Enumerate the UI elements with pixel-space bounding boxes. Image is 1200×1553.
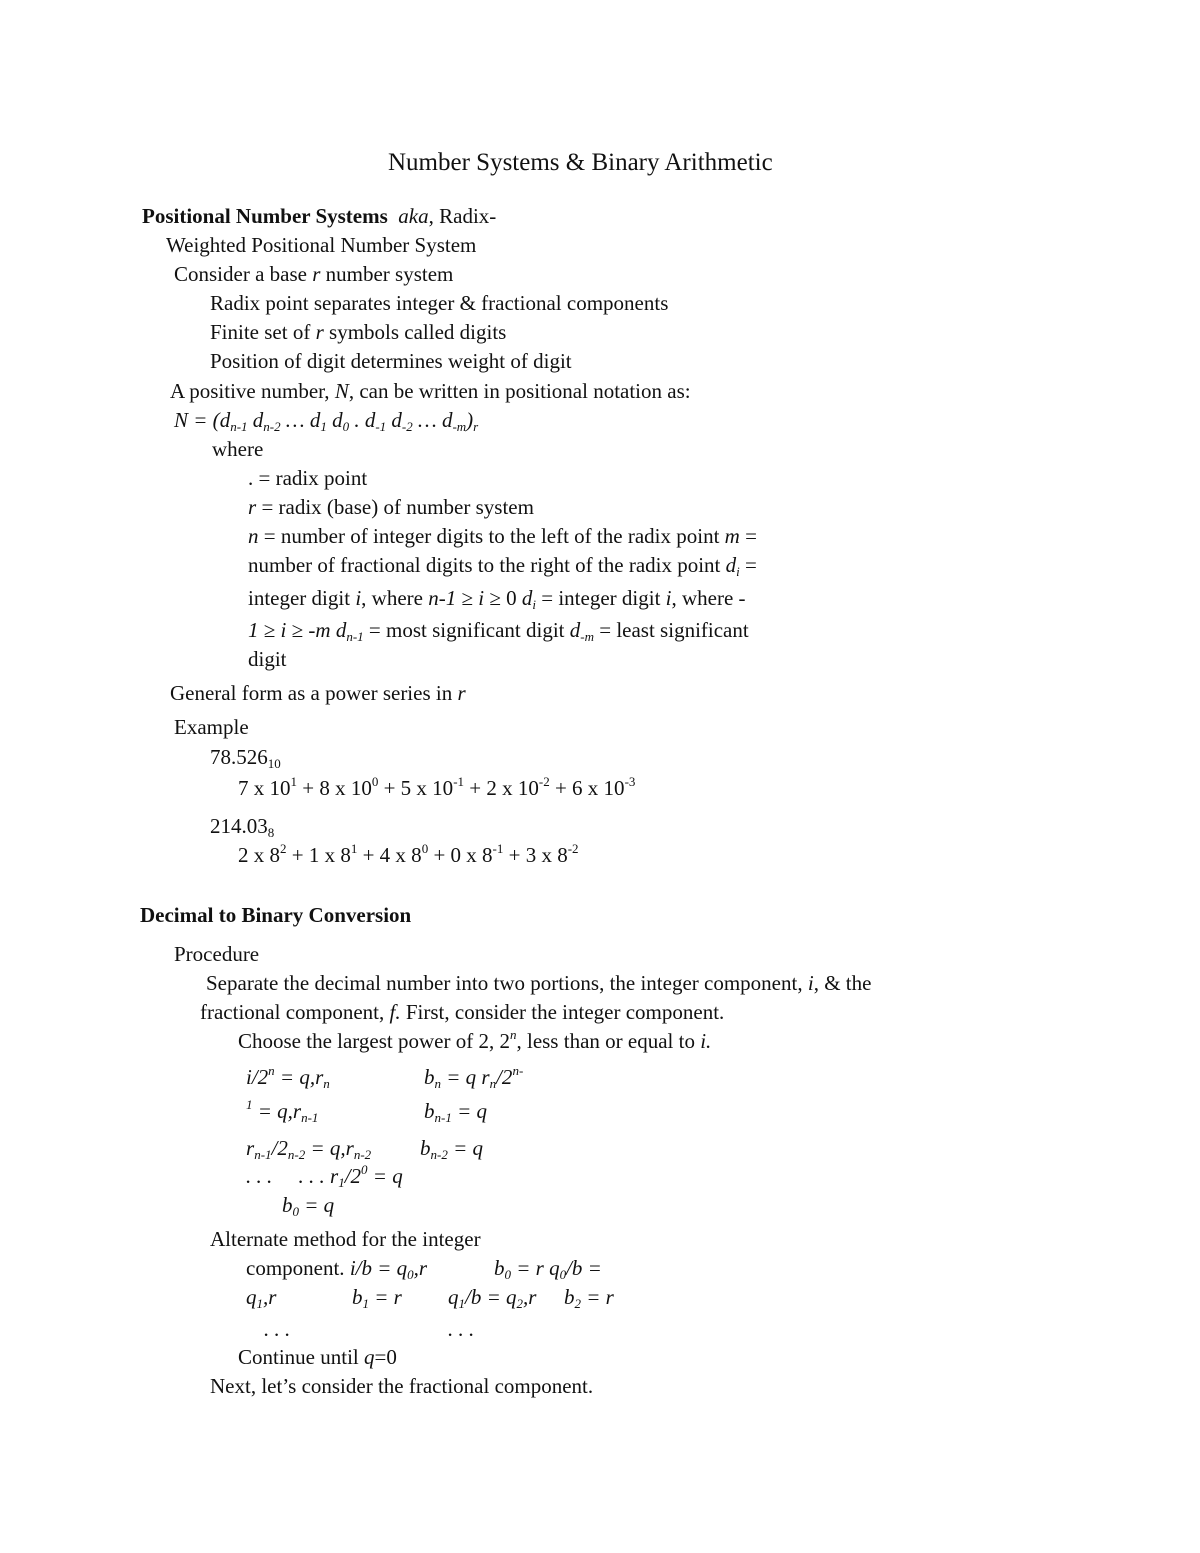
t: ≥ [258, 618, 281, 642]
t: b [424, 1065, 435, 1089]
formula-row-3-right [420, 1135, 483, 1161]
line-positive-number [170, 378, 691, 404]
t: n-1 [428, 586, 457, 610]
line-general-form [170, 680, 466, 706]
t: 0 [559, 1267, 567, 1282]
t: , less than or equal to [516, 1029, 701, 1053]
t: d [725, 553, 737, 577]
t: i [532, 597, 536, 612]
t: d [521, 586, 533, 610]
t: n-1 [230, 419, 248, 434]
line-procedure: Procedure [174, 942, 260, 966]
t: -m [580, 629, 594, 644]
formula-row-2-right [424, 1098, 487, 1124]
t: ≥ - [286, 618, 316, 642]
t: q [246, 1285, 257, 1309]
t: f. [389, 1000, 401, 1024]
t: … [412, 408, 442, 432]
t: b [494, 1256, 505, 1280]
t: = most significant digit [363, 618, 570, 642]
t: = q,r [305, 1136, 354, 1160]
t: i [478, 586, 485, 610]
t: 1 [362, 1296, 369, 1311]
example-1-number [210, 744, 281, 770]
t: -2 [538, 774, 550, 789]
t: . . . r [298, 1164, 339, 1188]
text: number system [320, 262, 454, 286]
t: 1 [290, 774, 297, 789]
t: = q,r [274, 1065, 324, 1089]
t: General form as a power series in [170, 681, 458, 705]
text: , can be written in positional notation as: [348, 379, 691, 403]
t: n [509, 1027, 517, 1042]
t: q [448, 1285, 459, 1309]
t: q [364, 1345, 375, 1369]
t: -1 [492, 841, 504, 856]
t: b [420, 1136, 431, 1160]
text: A positive number, [170, 379, 335, 403]
t: n-2 [263, 419, 281, 434]
var-r: r [315, 320, 324, 344]
example-1-expansion [238, 775, 635, 801]
t: , where [361, 586, 429, 610]
t: First, consider the integer component. [400, 1000, 725, 1024]
t: , & the [813, 971, 872, 995]
t: = q [451, 1099, 488, 1123]
t: . . . [448, 1317, 475, 1341]
t: -m [452, 419, 467, 434]
t: /b = q [465, 1285, 517, 1309]
t: m [724, 524, 740, 548]
t: -3 [624, 774, 636, 789]
t: i [807, 971, 814, 995]
t: d [569, 618, 581, 642]
text: Finite set of [210, 320, 316, 344]
t: 8 [267, 825, 275, 840]
t: /2 [344, 1164, 362, 1188]
line-m-def [248, 552, 757, 578]
alt-row-3-b [352, 1284, 402, 1310]
t: i/b = q [349, 1256, 408, 1280]
line-radix-point-def: . = radix point [248, 466, 368, 490]
page-title: Number Systems & Binary Arithmetic [388, 149, 773, 176]
t: 2 [516, 1296, 524, 1311]
t: ≥ [456, 586, 479, 610]
t: + 5 x 10 [378, 776, 454, 800]
t: + 4 x 8 [357, 843, 422, 867]
t: ,r [263, 1285, 277, 1309]
line-digit-def [248, 585, 746, 611]
t: 1 [246, 1097, 253, 1112]
t: 1 [248, 618, 259, 642]
t: = least significant [593, 618, 749, 642]
t: + 8 x 10 [297, 776, 372, 800]
t: = r q [511, 1256, 560, 1280]
line-alternate-method: Alternate method for the integer [210, 1227, 481, 1251]
t: r [457, 681, 466, 705]
line-weighted: Weighted Positional Number System [166, 233, 477, 257]
aka-text: aka [398, 204, 429, 228]
t: d [309, 408, 321, 432]
var-N: N [334, 379, 349, 403]
heading-text: Positional Number Systems [142, 204, 388, 228]
t: n-2 [287, 1147, 306, 1162]
t: r [473, 419, 479, 434]
line-radix-def [248, 494, 534, 520]
t: i [355, 586, 362, 610]
section-heading-decimal-binary: Decimal to Binary Conversion [140, 903, 412, 927]
t: i [280, 618, 287, 642]
t: d [364, 408, 376, 432]
line-position-digit: Position of digit determines weight of digit [210, 349, 572, 373]
t: , where - [671, 586, 746, 610]
text: Consider a base [174, 262, 313, 286]
t: Separate the decimal number into two portions, the integer component, [206, 971, 808, 995]
line-example: Example [174, 715, 249, 739]
line-finite-set [210, 319, 506, 345]
t: m d [315, 618, 347, 642]
t: 0 [371, 774, 379, 789]
t: 0 [421, 841, 429, 856]
t: 214.03 [210, 814, 268, 838]
line-alternate-component-right [494, 1255, 602, 1281]
t: = number of integer digits to the left of the radix point [258, 524, 725, 548]
t: i/2 [246, 1065, 269, 1089]
t: 2 [574, 1296, 581, 1311]
alt-row-3-c [448, 1284, 536, 1310]
line-separate [206, 970, 871, 996]
t: number of fractional digits to the right of the radix point [248, 553, 726, 577]
formula-positional-notation [174, 407, 478, 433]
t: -1 [453, 774, 465, 789]
t: n [434, 1076, 441, 1091]
t: integer digit [248, 586, 356, 610]
t: 1 [458, 1296, 465, 1311]
text: = radix (base) of number system [256, 495, 534, 519]
t: + 6 x 10 [549, 776, 625, 800]
t: 1 [338, 1175, 345, 1190]
t: . . . [264, 1317, 291, 1341]
t: b [352, 1285, 363, 1309]
t: n-2 [353, 1147, 372, 1162]
t: /2 [271, 1136, 288, 1160]
t: i [736, 564, 740, 579]
t: n-1 [434, 1110, 452, 1125]
t: 10 [267, 756, 281, 771]
t: d [219, 408, 231, 432]
t: ,r [523, 1285, 537, 1309]
formula-row-4 [246, 1163, 403, 1189]
t: n [248, 524, 259, 548]
t: 2 [280, 841, 287, 856]
var-r: r [248, 495, 257, 519]
t: = q [367, 1164, 403, 1188]
t: = r [369, 1285, 402, 1309]
t: d [247, 408, 264, 432]
t: ≥ 0 [484, 586, 522, 610]
t: 7 x 10 [238, 776, 291, 800]
t: + 0 x 8 [428, 843, 493, 867]
t: 0 [292, 1204, 299, 1219]
t: . [349, 408, 365, 432]
t: + 2 x 10 [464, 776, 539, 800]
alt-row-3-d [564, 1284, 614, 1310]
t: fractional component, [200, 1000, 390, 1024]
line-choose-power [238, 1028, 711, 1054]
t: … [280, 408, 310, 432]
t: = integer digit [536, 586, 666, 610]
t: -2 [567, 841, 579, 856]
t: = r [581, 1285, 614, 1309]
t: i [665, 586, 672, 610]
formula-row-1-left [246, 1064, 330, 1090]
t: ) [466, 408, 474, 432]
t: n-1 [301, 1110, 319, 1125]
t: /2 [496, 1065, 513, 1089]
t: d [441, 408, 453, 432]
formula-row-2-left [246, 1098, 318, 1124]
t: =0 [374, 1345, 397, 1369]
t: n [323, 1076, 330, 1091]
section-heading-positional [142, 203, 496, 229]
t: 1 [320, 419, 327, 434]
t: n-2 [430, 1147, 448, 1162]
t: n- [512, 1063, 524, 1078]
t: 0 [342, 419, 350, 434]
t: . . . [246, 1164, 273, 1188]
t: = q [447, 1136, 484, 1160]
alt-row-3-a [246, 1284, 276, 1310]
line-n-def [248, 523, 757, 549]
line-next-fractional: Next, let’s consider the fractional component. [210, 1374, 594, 1398]
t: 78.526 [210, 745, 268, 769]
t: n-1 [346, 629, 364, 644]
t: i. [700, 1029, 712, 1053]
t: n [268, 1063, 275, 1078]
line-digit: digit [248, 647, 287, 671]
t: Choose the largest power of 2, 2 [238, 1029, 510, 1053]
t: /b = [566, 1256, 602, 1280]
t: b [564, 1285, 575, 1309]
t: n [489, 1076, 497, 1091]
t: d [326, 408, 343, 432]
t: = [739, 524, 757, 548]
line-alternate-component [246, 1255, 427, 1281]
t: 0 [361, 1162, 368, 1177]
line-fractional-component [200, 999, 724, 1025]
t: 0 [407, 1267, 414, 1282]
t: -1 [375, 419, 387, 434]
formula-row-3-left [246, 1135, 371, 1161]
t: b [282, 1193, 293, 1217]
text: symbols called digits [323, 320, 507, 344]
line-radix-point: Radix point separates integer & fractional components [210, 291, 669, 315]
formula-row-1-right [424, 1064, 523, 1090]
t: r [246, 1136, 255, 1160]
t: 1 [256, 1296, 263, 1311]
t: 0 [504, 1267, 511, 1282]
line-continue-until [238, 1344, 397, 1370]
t: ,r [413, 1256, 428, 1280]
t: d [386, 408, 402, 432]
t: = q r [441, 1065, 490, 1089]
formula-row-5 [282, 1192, 334, 1218]
example-2-number [210, 813, 274, 839]
t: component. [246, 1256, 350, 1280]
t: N [174, 408, 189, 432]
t: + 3 x 8 [503, 843, 568, 867]
t: = ( [188, 408, 220, 432]
t: n-1 [254, 1147, 272, 1162]
line-where: where [212, 437, 264, 461]
t: 2 x 8 [238, 843, 280, 867]
alt-dots-left [264, 1316, 290, 1342]
line-consider-base [174, 261, 453, 287]
example-2-expansion [238, 842, 579, 868]
t: = q [299, 1193, 335, 1217]
alt-dots-right [448, 1316, 474, 1342]
t: = q,r [252, 1099, 302, 1123]
t: 1 [350, 841, 358, 856]
line-significant-digits [248, 617, 749, 643]
t: b [424, 1099, 435, 1123]
aka-rest: , Radix- [428, 204, 497, 228]
t: -2 [401, 419, 413, 434]
t: + 1 x 8 [286, 843, 351, 867]
var-r: r [312, 262, 321, 286]
t: = [739, 553, 757, 577]
t: Continue until [238, 1345, 364, 1369]
